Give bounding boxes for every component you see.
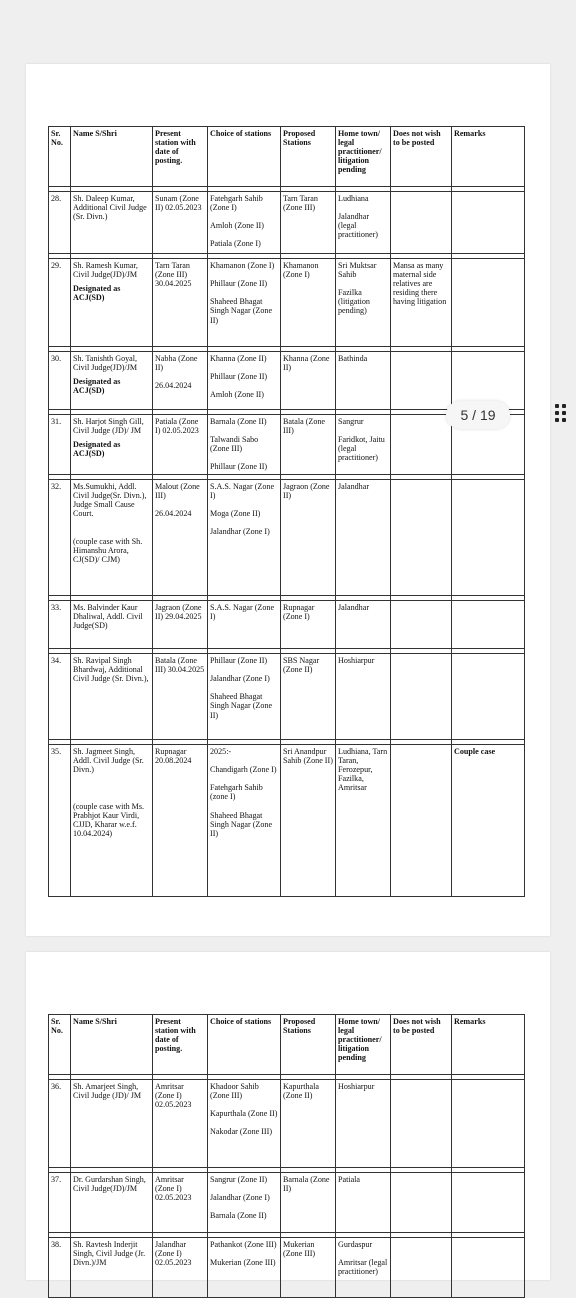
cell-proposed <box>281 745 336 897</box>
cell-name <box>71 192 153 254</box>
home-text: Sangrur Faridkot, Jaitu (legal practitioner) <box>338 417 385 463</box>
cell-notwish <box>391 415 452 475</box>
cell-proposed <box>281 192 336 254</box>
cell-proposed <box>281 352 336 410</box>
proposed-text: SBS Nagar (Zone II) <box>283 656 320 675</box>
cell-choice <box>208 259 281 347</box>
proposed-text: Barnala (Zone II) <box>283 1175 330 1194</box>
header-present-station: Present station with date of posting. <box>153 127 208 187</box>
table-row <box>49 259 525 347</box>
cell-proposed <box>281 601 336 649</box>
cell-home <box>336 352 391 410</box>
present-text: Sunam (Zone II) 02.05.2023 <box>155 194 202 213</box>
present-text: Patiala (Zone I) 02.05.2023 <box>155 417 199 436</box>
cell-no <box>49 480 71 596</box>
cell-present <box>153 352 208 410</box>
header-sr-no: Sr. No. <box>49 1015 71 1075</box>
home-text: Patiala <box>338 1175 361 1184</box>
designation-text: Designated as ACJ(SD) <box>73 440 121 459</box>
no-text: 36. <box>51 1082 62 1091</box>
cell-home <box>336 745 391 897</box>
designation-text: Designated as ACJ(SD) <box>73 377 121 396</box>
cell-notwish <box>391 601 452 649</box>
name-text: Ms. Balvinder Kaur Dhaliwal, Addl. Civil Judge(SD) <box>73 603 143 631</box>
posting-table-continued <box>48 1014 524 1298</box>
home-text: Jalandhar <box>338 482 370 491</box>
header-home-town: Home town/ legal practitioner/ litigation pending <box>336 127 391 187</box>
proposed-text: Khamanon (Zone I) <box>283 261 319 280</box>
home-text: Hoshiarpur <box>338 1082 375 1091</box>
choice-text: Sangrur (Zone II) Jalandhar (Zone I) Barnala (Zone II) <box>210 1175 270 1221</box>
cell-remarks <box>452 259 525 347</box>
header-not-wish: Does not wish to be posted <box>391 1015 452 1075</box>
present-text: Jagraon (Zone II) 29.04.2025 <box>155 603 202 622</box>
cell-proposed <box>281 1173 336 1233</box>
proposed-text: Rupnagar (Zone I) <box>283 603 315 622</box>
cell-choice <box>208 480 281 596</box>
header-remarks: Remarks <box>452 127 525 187</box>
cell-proposed <box>281 654 336 740</box>
cell-no <box>49 259 71 347</box>
choice-text: Barnala (Zone II) Talwandi Sabo (Zone III) Phillaur (Zone II) <box>210 417 268 472</box>
home-text: Bathinda <box>338 354 368 363</box>
name-text: Sh. Ravtesh Inderjit Singh, Civil Judge (Jr. Divn.)/JM <box>73 1240 146 1268</box>
document-page-5 <box>26 64 550 936</box>
header-name: Name S/Shri <box>71 1015 153 1075</box>
cell-proposed <box>281 480 336 596</box>
choice-text: Phillaur (Zone II) Jalandhar (Zone I) Shaheed Bhagat Singh Nagar (Zone II) <box>210 656 273 720</box>
cell-remarks <box>452 654 525 740</box>
cell-name <box>71 259 153 347</box>
cell-choice <box>208 1238 281 1298</box>
cell-home <box>336 415 391 475</box>
header-home-town: Home town/ legal practitioner/ litigation pending <box>336 1015 391 1075</box>
home-text: Jalandhar <box>338 603 370 612</box>
cell-proposed <box>281 1080 336 1168</box>
table-row <box>49 745 525 897</box>
choice-text: Fatehgarh Sahib (Zone I) Amloh (Zone II) Patiala (Zone I) <box>210 194 264 249</box>
no-text: 34. <box>51 656 62 665</box>
present-text: Tarn Taran (Zone III) 30.04.2025 <box>155 261 192 289</box>
page-counter[interactable]: 5 / 19 <box>446 401 510 429</box>
proposed-text: Khanna (Zone II) <box>283 354 330 373</box>
present-text: Amritsar (Zone I) 02.05.2023 <box>155 1175 192 1203</box>
cell-notwish <box>391 1173 452 1233</box>
cell-home <box>336 1238 391 1298</box>
cell-no <box>49 601 71 649</box>
name-text: Dr. Gurdarshan Singh, Civil Judge(JD)/JM <box>73 1175 146 1194</box>
choice-text: Khanna (Zone II) Phillaur (Zone II) Amloh (Zone II) <box>210 354 268 400</box>
cell-home <box>336 654 391 740</box>
cell-notwish <box>391 1080 452 1168</box>
no-text: 35. <box>51 747 62 756</box>
cell-proposed <box>281 259 336 347</box>
cell-present <box>153 654 208 740</box>
cell-present <box>153 1173 208 1233</box>
cell-name <box>71 1238 153 1298</box>
cell-name <box>71 1173 153 1233</box>
cell-no <box>49 654 71 740</box>
no-text: 30. <box>51 354 62 363</box>
posting-table <box>48 126 524 897</box>
document-page-6 <box>26 952 550 1280</box>
cell-no <box>49 192 71 254</box>
present-text: Malout (Zone III) 26.04.2024 <box>155 482 200 519</box>
present-text: Batala (Zone III) 30.04.2025 <box>155 656 205 675</box>
more-options-icon[interactable] <box>553 402 573 430</box>
cell-proposed <box>281 1238 336 1298</box>
table-row <box>49 352 525 410</box>
choice-text: S.A.S. Nagar (Zone I) Moga (Zone II) Jalandhar (Zone I) <box>210 482 275 537</box>
proposed-text: Mukerian (Zone III) <box>283 1240 316 1259</box>
table-row <box>49 601 525 649</box>
no-text: 37. <box>51 1175 62 1184</box>
cell-no <box>49 1080 71 1168</box>
cell-home <box>336 192 391 254</box>
cell-home <box>336 1080 391 1168</box>
header-proposed: Proposed Stations <box>281 1015 336 1075</box>
cell-remarks <box>452 745 525 897</box>
home-text: Hoshiarpur <box>338 656 375 665</box>
cell-remarks <box>452 192 525 254</box>
proposed-text: Kapurthala (Zone II) <box>283 1082 319 1101</box>
proposed-text: Jagraon (Zone II) <box>283 482 330 501</box>
cell-present <box>153 1080 208 1168</box>
header-remarks: Remarks <box>452 1015 525 1075</box>
table-row <box>49 192 525 254</box>
cell-present <box>153 415 208 475</box>
header-choice: Choice of stations <box>208 1015 281 1075</box>
cell-proposed <box>281 415 336 475</box>
header-sr-no: Sr. No. <box>49 127 71 187</box>
cell-present <box>153 601 208 649</box>
present-text: Nabha (Zone II) 26.04.2024 <box>155 354 198 391</box>
name-text: Sh. Daleep Kumar, Additional Civil Judge (Sr. Divn.) <box>73 194 147 222</box>
no-text: 28. <box>51 194 62 203</box>
cell-notwish <box>391 192 452 254</box>
choice-text: Khadoor Sahib (Zone III) Kapurthala (Zone II) Nakodar (Zone III) <box>210 1082 278 1137</box>
choice-text: S.A.S. Nagar (Zone I) <box>210 603 275 622</box>
cell-name <box>71 654 153 740</box>
present-text: Jalandhar (Zone I) 02.05.2023 <box>155 1240 192 1268</box>
cell-no <box>49 1173 71 1233</box>
home-text: Ludhiana Jalandhar (legal practitioner) <box>338 194 378 240</box>
proposed-text: Tarn Taran (Zone III) <box>283 194 318 213</box>
name-text: Ms.Sumukhi, Addl. Civil Judge(Sr. Divn.), Judge Small Cause Court. (couple case with Sh. Himanshu Arora, CJ(SD)/ CJM) <box>73 482 147 564</box>
cell-choice <box>208 1173 281 1233</box>
cell-present <box>153 1238 208 1298</box>
cell-home <box>336 601 391 649</box>
no-text: 31. <box>51 417 62 426</box>
remarks-text: Couple case <box>454 747 496 756</box>
table-row <box>49 1080 525 1168</box>
cell-name <box>71 480 153 596</box>
cell-home <box>336 480 391 596</box>
present-text: Amritsar (Zone I) 02.05.2023 <box>155 1082 192 1110</box>
table-header-row <box>49 1015 525 1075</box>
present-text: Rupnagar 20.08.2024 <box>155 747 192 766</box>
table-row <box>49 480 525 596</box>
cell-choice <box>208 601 281 649</box>
cell-choice <box>208 192 281 254</box>
header-choice: Choice of stations <box>208 127 281 187</box>
cell-notwish <box>391 654 452 740</box>
cell-notwish <box>391 1238 452 1298</box>
table-header-row <box>49 127 525 187</box>
cell-remarks <box>452 1080 525 1168</box>
home-text: Sri Muktsar Sahib Fazilka (litigation pending) <box>338 261 377 316</box>
cell-remarks <box>452 1173 525 1233</box>
choice-text: 2025:- Chandigarh (Zone I) Fatehgarh Sahib (zone I) Shaheed Bhagat Singh Nagar (Zone II) <box>210 747 277 838</box>
home-text: Ludhiana, Tarn Taran, Ferozepur, Fazilka, Amritsar <box>338 747 388 793</box>
cell-name <box>71 352 153 410</box>
cell-present <box>153 259 208 347</box>
cell-present <box>153 745 208 897</box>
cell-choice <box>208 352 281 410</box>
no-text: 38. <box>51 1240 62 1249</box>
no-text: 29. <box>51 261 62 270</box>
cell-no <box>49 745 71 897</box>
cell-choice <box>208 415 281 475</box>
cell-notwish <box>391 745 452 897</box>
cell-remarks <box>452 480 525 596</box>
cell-home <box>336 1173 391 1233</box>
choice-text: Khamanon (Zone I) Phillaur (Zone II) Shaheed Bhagat Singh Nagar (Zone II) <box>210 261 275 325</box>
name-text: Sh. Harjot Singh Gill, Civil Judge (JD)/ JM <box>73 417 144 436</box>
cell-remarks <box>452 601 525 649</box>
name-text: Sh. Ravipal Singh Bhardwaj, Additional Civil Judge (Sr. Divn.), <box>73 656 149 684</box>
cell-notwish <box>391 352 452 410</box>
proposed-text: Batala (Zone III) <box>283 417 326 436</box>
cell-remarks <box>452 1238 525 1298</box>
cell-name <box>71 1080 153 1168</box>
notwish-text: Mansa as many maternal side relatives are residing there having litigation <box>393 261 447 307</box>
name-text: Sh. Amarjeet Singh, Civil Judge (JD)/ JM <box>73 1082 142 1101</box>
table-row <box>49 654 525 740</box>
no-text: 32. <box>51 482 62 491</box>
cell-name <box>71 601 153 649</box>
cell-home <box>336 259 391 347</box>
cell-no <box>49 352 71 410</box>
cell-present <box>153 480 208 596</box>
home-text: Gurdaspur Amritsar (legal practitioner) <box>338 1240 388 1277</box>
name-text: Sh. Jagmeet Singh, Addl. Civil Judge (Sr. Divn.) (couple case with Ms. Prabhjot Kaur Virdi, CJJD, Kharar w.e.f. 10.04.2024) <box>73 747 145 838</box>
choice-text: Pathankot (Zone III) Mukerian (Zone III) <box>210 1240 277 1268</box>
cell-notwish <box>391 480 452 596</box>
header-present-station: Present station with date of posting. <box>153 1015 208 1075</box>
header-not-wish: Does not wish to be posted <box>391 127 452 187</box>
cell-choice <box>208 745 281 897</box>
cell-present <box>153 192 208 254</box>
cell-notwish <box>391 259 452 347</box>
name-text: Sh. Tanishth Goyal, Civil Judge(JD)/JM <box>73 354 138 373</box>
cell-name <box>71 745 153 897</box>
cell-choice <box>208 654 281 740</box>
designation-text: Designated as ACJ(SD) <box>73 284 121 303</box>
proposed-text: Sri Anandpur Sahib (Zone II) <box>283 747 333 766</box>
no-text: 33. <box>51 603 62 612</box>
cell-no <box>49 415 71 475</box>
header-proposed: Proposed Stations <box>281 127 336 187</box>
cell-no <box>49 1238 71 1298</box>
table-row <box>49 1173 525 1233</box>
cell-choice <box>208 1080 281 1168</box>
table-row <box>49 1238 525 1298</box>
cell-name <box>71 415 153 475</box>
name-text: Sh. Ramesh Kumar, Civil Judge(JD)/JM <box>73 261 138 280</box>
header-name: Name S/Shri <box>71 127 153 187</box>
